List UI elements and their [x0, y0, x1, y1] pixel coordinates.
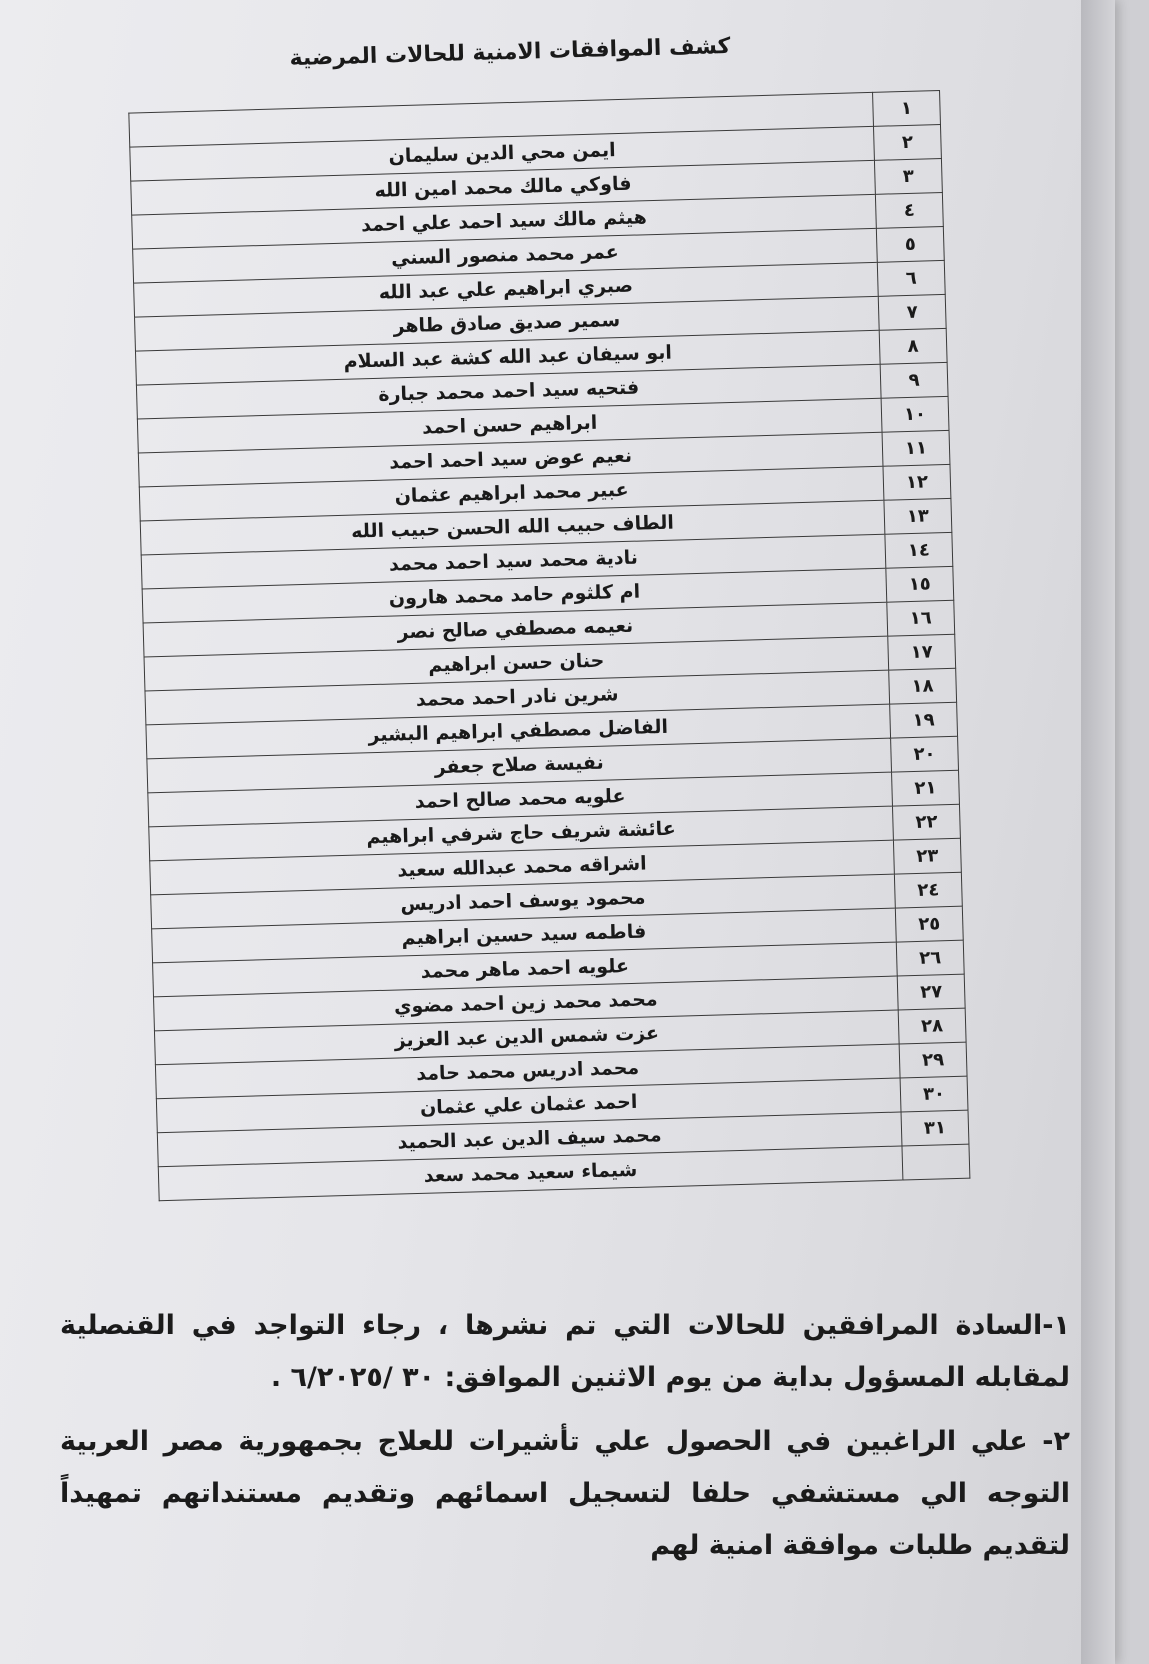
row-number: ٣٠: [900, 1076, 968, 1112]
row-name: فاطمه سيد حسين ابراهيم: [152, 908, 897, 963]
names-table: [128, 90, 970, 1201]
row-name: حنان حسن ابراهيم: [144, 636, 889, 691]
row-name: عزت شمس الدين عبد العزيز: [154, 1010, 899, 1065]
row-name: نعيم عوض سيد احمد احمد: [138, 432, 883, 487]
row-name: نفيسة صلاح جعفر: [147, 738, 892, 793]
row-number: ٩: [880, 362, 948, 398]
row-number: ٢٥: [895, 906, 963, 942]
row-number: ١٠: [881, 396, 949, 432]
row-name: محمد محمد زين احمد مضوي: [154, 976, 899, 1031]
row-name: صبري ابراهيم علي عبد الله: [134, 262, 879, 317]
note-1: ١-السادة المرافقين للحالات التي تم نشرها ، رجاء التواجد في القنصلية لمقابله المسؤول بداية من يوم الاثنين الموافق: ٣٠ /٦/٢٠٢٥ .: [60, 1310, 1070, 1393]
row-name: شيماء سعيد محمد سعد: [158, 1146, 903, 1201]
row-number: ١١: [882, 430, 950, 466]
row-name: اشراقه محمد عبدالله سعيد: [150, 840, 895, 895]
row-name: احمد عثمان علي عثمان: [156, 1078, 901, 1133]
row-name: نعيمه مصطفي صالح نصر: [143, 602, 888, 657]
row-number: ٢٦: [896, 940, 964, 976]
row-number: ٣١: [901, 1110, 969, 1146]
row-name: محمد ادريس محمد حامد: [155, 1044, 900, 1099]
row-number: ٢٠: [891, 736, 959, 772]
row-number: ٨: [879, 328, 947, 364]
row-number: ٢٣: [893, 838, 961, 874]
row-name: علويه احمد ماهر محمد: [153, 942, 898, 997]
row-number: ٣: [874, 158, 942, 194]
row-number: ٤: [875, 192, 943, 228]
row-number: ١٧: [888, 634, 956, 670]
notes-section: [60, 1300, 1070, 1584]
row-name: محمود يوسف احمد ادريس: [151, 874, 896, 929]
row-name: الفاضل مصطفي ابراهيم البشير: [146, 704, 891, 759]
row-name: محمد سيف الدين عبد الحميد: [157, 1112, 902, 1167]
row-number: ٢٨: [898, 1008, 966, 1044]
row-name: شرين نادر احمد محمد: [145, 670, 890, 725]
note-2: ٢- علي الراغبين في الحصول علي تأشيرات للعلاج بجمهورية مصر العربية التوجه الي مستشفي حلفا لتسجيل اسمائهم وتقديم مستنداتهم تمهيداً لتقديم طلبات موافقة امنية لهم: [60, 1426, 1070, 1561]
row-name: فتحيه سيد احمد محمد جبارة: [136, 364, 881, 419]
row-name: الطاف حبيب الله الحسن حبيب الله: [140, 500, 885, 555]
row-name: ايمن محي الدين سليمان: [130, 126, 875, 181]
row-number: ١٤: [885, 532, 953, 568]
row-number: ٢٤: [894, 872, 962, 908]
row-name: عائشة شريف حاج شرفي ابراهيم: [149, 806, 894, 861]
row-number: ١٥: [886, 566, 954, 602]
row-number: ١٨: [889, 668, 957, 704]
row-number: ٢٧: [897, 974, 965, 1010]
row-name: نادية محمد سيد احمد محمد: [141, 534, 886, 589]
row-number: ٧: [878, 294, 946, 330]
row-number: ١٦: [887, 600, 955, 636]
row-number: ٢١: [892, 770, 960, 806]
row-number: ٢٢: [892, 804, 960, 840]
document-title: كشف الموافقات الامنية للحالات المرضية: [289, 33, 731, 72]
row-number: ٦: [877, 260, 945, 296]
row-name: ابو سيفان عبد الله كشة عبد السلام: [135, 330, 880, 385]
row-name: عبير محمد ابراهيم عثمان: [139, 466, 884, 521]
row-number: ١٩: [890, 702, 958, 738]
row-name: ام كلثوم حامد محمد هارون: [142, 568, 887, 623]
row-number: ١: [873, 91, 941, 127]
row-name: فاوكي مالك محمد امين الله: [131, 160, 876, 215]
row-number: ٥: [876, 226, 944, 262]
row-number: ١٣: [884, 498, 952, 534]
row-name: عمر محمد منصور السني: [133, 228, 878, 283]
row-number: ٢: [873, 125, 941, 161]
row-name: هيثم مالك سيد احمد علي احمد: [132, 194, 877, 249]
row-name: علويه محمد صالح احمد: [148, 772, 893, 827]
row-name: ابراهيم حسن احمد: [137, 398, 882, 453]
row-number: ٢٩: [899, 1042, 967, 1078]
row-number: [902, 1144, 970, 1180]
row-number: ١٢: [883, 464, 951, 500]
page-edge: [1081, 0, 1115, 1664]
row-name: سمير صديق صادق طاهر: [135, 296, 880, 351]
